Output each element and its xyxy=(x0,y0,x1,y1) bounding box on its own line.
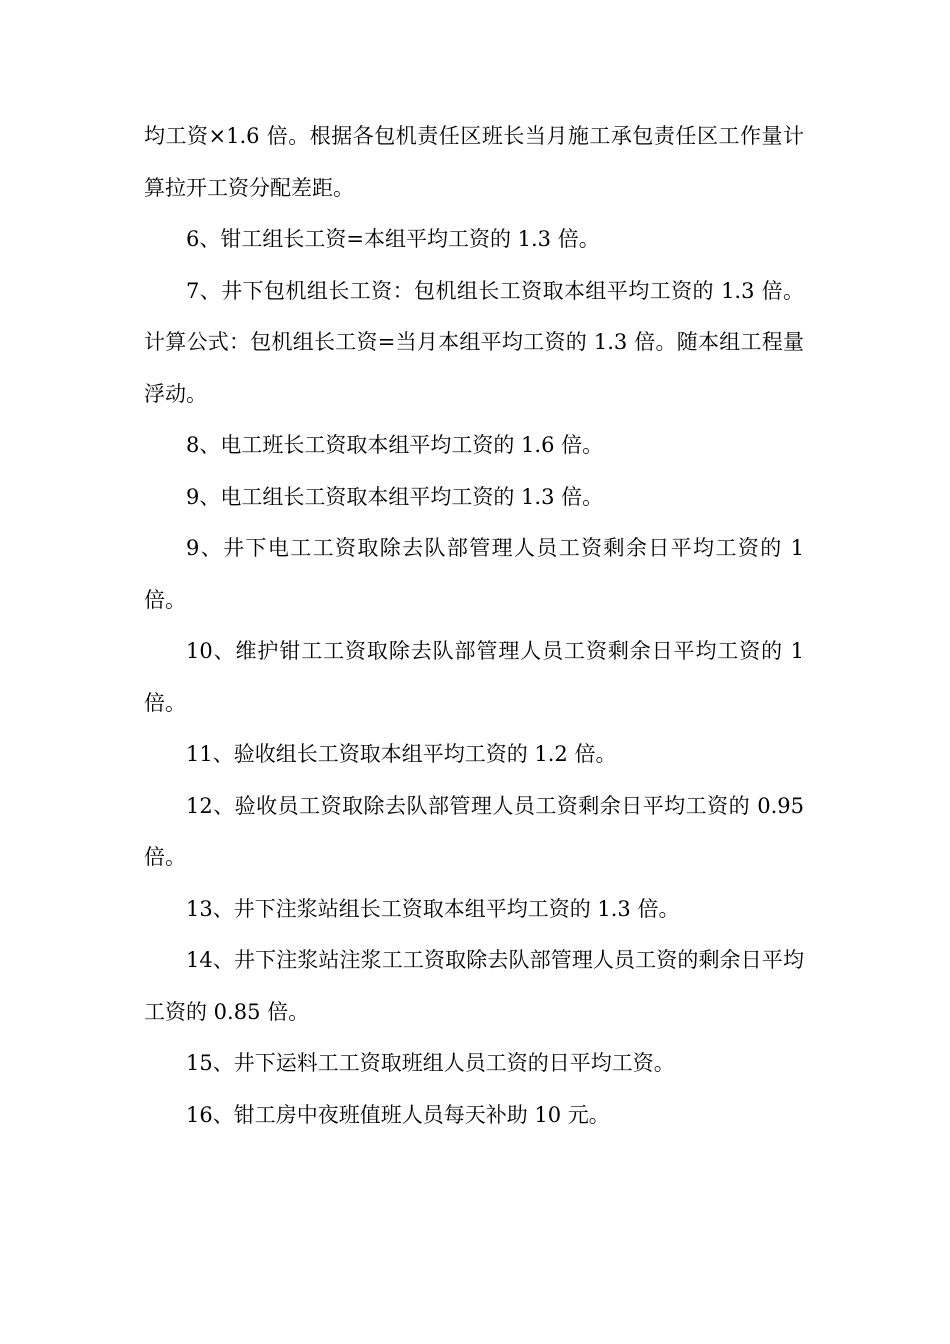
paragraph-item-16: 16、钳工房中夜班值班人员每天补助 10 元。 xyxy=(186,1102,610,1127)
paragraph-item-11: 11、验收组长工资取本组平均工资的 1.2 倍。 xyxy=(186,742,617,766)
paragraph-item-9b: 9、井下电工工资取除去队部管理人员工资剩余日平均工资的 1 倍。 xyxy=(144,536,804,612)
paragraph-item-14: 14、井下注浆站注浆工工资取除去队部管理人员工资的剩余日平均工资的 0.85 倍。 xyxy=(144,948,804,1024)
paragraph-item-15: 15、井下运料工工资取班组人员工资的日平均工资。 xyxy=(186,1051,675,1075)
paragraph-item-12: 12、验收员工资取除去队部管理人员工资剩余日平均工资的 0.95 倍。 xyxy=(144,793,804,869)
document-body xyxy=(144,111,804,1141)
paragraph-item-9a: 9、电工组长工资取本组平均工资的 1.3 倍。 xyxy=(186,484,604,509)
paragraph-item-8: 8、电工班长工资取本组平均工资的 1.6 倍。 xyxy=(186,433,604,457)
paragraph-item-13: 13、井下注浆站组长工资取本组平均工资的 1.3 倍。 xyxy=(186,896,680,921)
paragraph-item-10: 10、维护钳工工资取除去队部管理人员工资剩余日平均工资的 1 倍。 xyxy=(144,639,804,715)
paragraph-item-7: 7、井下包机组长工资：包机组长工资取本组平均工资的 1.3 倍。计算公式：包机组长工资=当月本组平均工资的 1.3 倍。随本组工程量浮动。 xyxy=(144,278,804,406)
paragraph-continuation: 均工资×1.6 倍。根据各包机责任区班长当月施工承包责任区工作量计算拉开工资分配差距。 xyxy=(144,124,804,200)
paragraph-item-6: 6、钳工组长工资=本组平均工资的 1.3 倍。 xyxy=(186,227,600,251)
